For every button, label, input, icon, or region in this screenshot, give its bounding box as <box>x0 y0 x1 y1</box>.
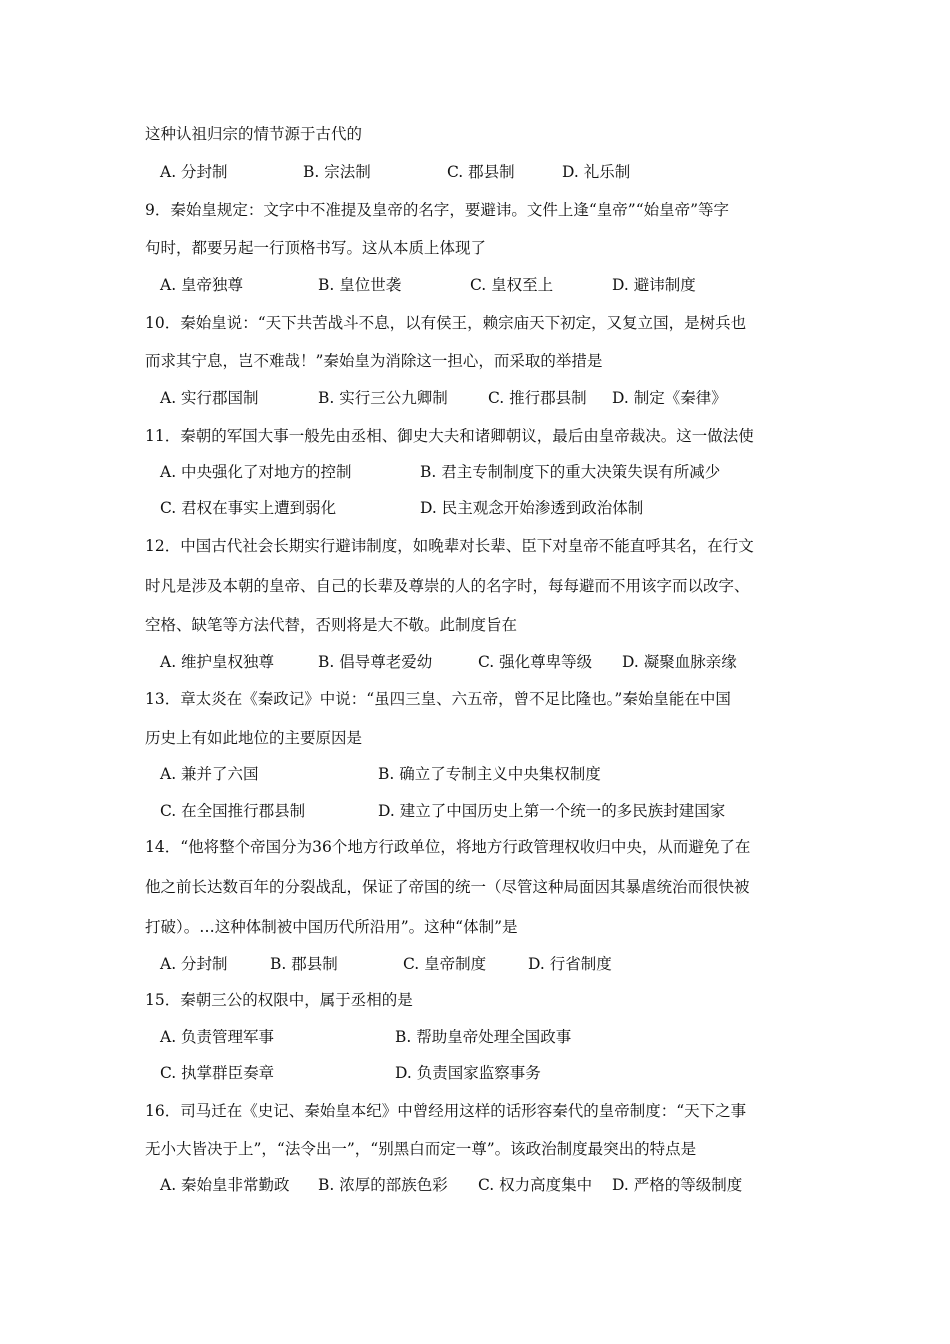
q9-stem-line-2: 句时，都要另起一行顶格书写。这从本质上体现了 <box>145 239 487 257</box>
q15-option-b[interactable]: B. 帮助皇帝处理全国政事 <box>395 1028 572 1046</box>
q9-option-d[interactable]: D. 避讳制度 <box>612 276 696 294</box>
q16-option-d[interactable]: D. 严格的等级制度 <box>612 1176 743 1194</box>
q14-stem-line-3: 打破）。…这种体制被中国历代所沿用”。这种“体制”是 <box>145 918 518 936</box>
q8-option-b[interactable]: B. 宗法制 <box>303 163 371 181</box>
q12-stem-line-3: 空格、缺笔等方法代替，否则将是大不敬。此制度旨在 <box>145 616 518 634</box>
q15-option-a[interactable]: A. 负责管理军事 <box>160 1028 275 1046</box>
q13-stem-line-1: 13．章太炎在《秦政记》中说：“虽四三皇、六五帝，曾不足比隆也。”秦始皇能在中国 <box>145 690 731 708</box>
q9-option-a[interactable]: A. 皇帝独尊 <box>160 276 244 294</box>
q16-option-a[interactable]: A. 秦始皇非常勤政 <box>160 1176 290 1194</box>
q12-option-b[interactable]: B. 倡导尊老爱幼 <box>318 653 433 671</box>
q12-option-c[interactable]: C. 强化尊卑等级 <box>478 653 593 671</box>
q12-stem-line-1: 12．中国古代社会长期实行避讳制度，如晚辈对长辈、臣下对皇帝不能直呼其名，在行文 <box>145 537 754 555</box>
q13-option-d[interactable]: D. 建立了中国历史上第一个统一的多民族封建国家 <box>378 802 726 820</box>
q16-stem-line-2: 无小大皆决于上”，“法令出一”，“别黑白而定一尊”。该政治制度最突出的特点是 <box>145 1140 697 1158</box>
q11-option-c[interactable]: C. 君权在事实上遭到弱化 <box>160 499 337 517</box>
q15-option-d[interactable]: D. 负责国家监察事务 <box>395 1064 541 1082</box>
q13-option-a[interactable]: A. 兼并了六国 <box>160 765 259 783</box>
q15-option-c[interactable]: C. 执掌群臣奏章 <box>160 1064 275 1082</box>
q14-option-b[interactable]: B. 郡县制 <box>270 955 338 973</box>
q11-option-d[interactable]: D. 民主观念开始渗透到政治体制 <box>420 499 644 517</box>
q14-stem-line-1: 14．“他将整个帝国分为36个地方行政单位，将地方行政管理权收归中央，从而避免了在 <box>145 838 751 856</box>
q13-option-c[interactable]: C. 在全国推行郡县制 <box>160 802 306 820</box>
q10-stem-line-1: 10．秦始皇说：“天下共苦战斗不息，以有侯王，赖宗庙天下初定，又复立国，是树兵也 <box>145 314 747 332</box>
q16-option-c[interactable]: C. 权力高度集中 <box>478 1176 593 1194</box>
q10-option-a[interactable]: A. 实行郡国制 <box>160 389 259 407</box>
q8-option-a[interactable]: A. 分封制 <box>160 163 228 181</box>
q9-option-c[interactable]: C. 皇权至上 <box>470 276 554 294</box>
q12-stem-line-2: 时凡是涉及本朝的皇帝、自己的长辈及尊崇的人的名字时，每每避而不用该字而以改字、 <box>145 577 750 595</box>
q14-option-a[interactable]: A. 分封制 <box>160 955 228 973</box>
q14-option-c[interactable]: C. 皇帝制度 <box>403 955 487 973</box>
q10-stem-line-2: 而求其宁息，岂不难哉！”秦始皇为消除这一担心，而采取的举措是 <box>145 352 603 370</box>
q11-option-b[interactable]: B. 君主专制制度下的重大决策失误有所减少 <box>420 463 721 481</box>
q8-option-c[interactable]: C. 郡县制 <box>447 163 515 181</box>
q12-option-d[interactable]: D. 凝聚血脉亲缘 <box>622 653 737 671</box>
q11-stem-line-1: 11．秦朝的军国大事一般先由丞相、御史大夫和诸卿朝议，最后由皇帝裁决。这一做法使 <box>145 427 754 445</box>
q9-option-b[interactable]: B. 皇位世袭 <box>318 276 402 294</box>
q14-stem-line-2: 他之前长达数百年的分裂战乱，保证了帝国的统一（尽管这种局面因其暴虐统治而很快被 <box>145 878 750 896</box>
q8-option-d[interactable]: D. 礼乐制 <box>562 163 631 181</box>
q16-stem-line-1: 16．司马迁在《史记、秦始皇本纪》中曾经用这样的话形容秦代的皇帝制度：“天下之事 <box>145 1102 747 1120</box>
q13-stem-line-2: 历史上有如此地位的主要原因是 <box>145 729 363 747</box>
q16-option-b[interactable]: B. 浓厚的部族色彩 <box>318 1176 448 1194</box>
q12-option-a[interactable]: A. 维护皇权独尊 <box>160 653 275 671</box>
q10-option-c[interactable]: C. 推行郡县制 <box>488 389 587 407</box>
q9-stem-line-1: 9．秦始皇规定：文字中不准提及皇帝的名字，要避讳。文件上逢“皇帝”“始皇帝”等字 <box>145 201 730 219</box>
q8-stem-tail: 这种认祖归宗的情节源于古代的 <box>145 125 363 143</box>
q11-option-a[interactable]: A. 中央强化了对地方的控制 <box>160 463 352 481</box>
q14-option-d[interactable]: D. 行省制度 <box>528 955 612 973</box>
q15-stem-line-1: 15．秦朝三公的权限中，属于丞相的是 <box>145 991 413 1009</box>
q10-option-d[interactable]: D. 制定《秦律》 <box>612 389 727 407</box>
q10-option-b[interactable]: B. 实行三公九卿制 <box>318 389 448 407</box>
q13-option-b[interactable]: B. 确立了专制主义中央集权制度 <box>378 765 601 783</box>
